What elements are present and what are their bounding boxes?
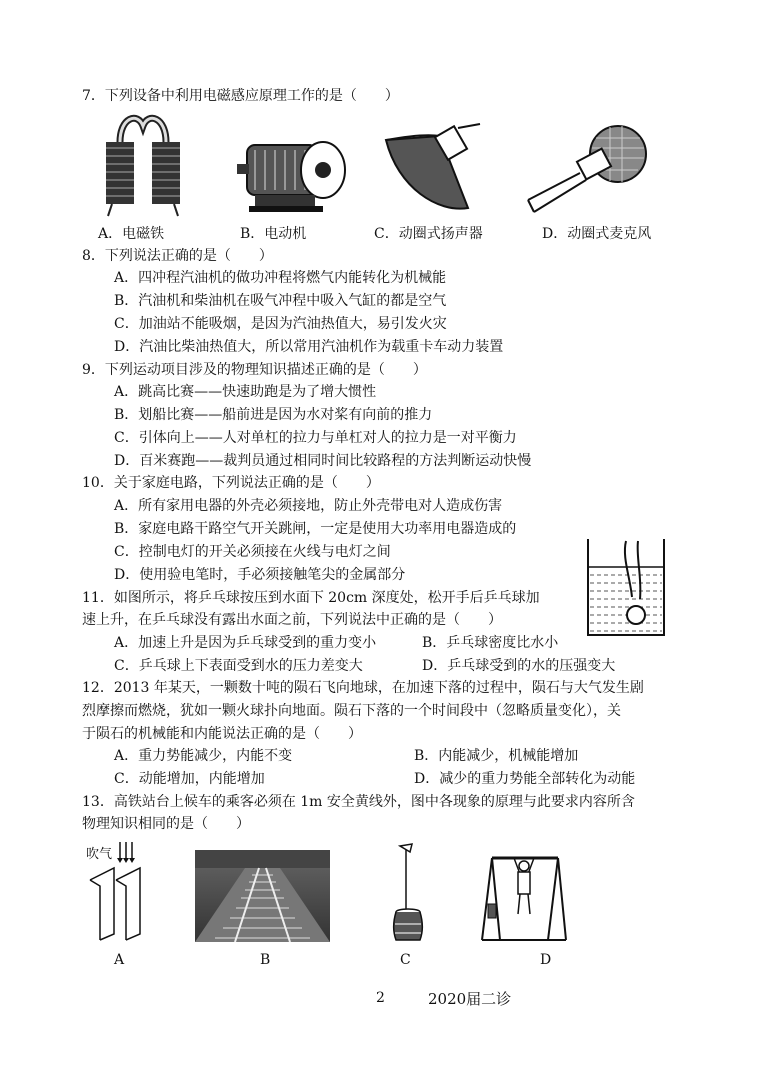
q7-caption-d: D．动圈式麦克风 [542, 226, 652, 242]
q10-stem: 10．关于家庭电路，下列说法正确的是（ ） [82, 475, 380, 491]
q13-caption-b: B [260, 952, 271, 968]
page-number: 2 [376, 990, 385, 1006]
q11-stem-line1: 11．如图所示，将乒乓球按压到水面下 20cm 深度处，松开手后乒乓球加 [82, 590, 540, 606]
q11-stem-line2: 速上升，在乒乓球没有露出水面之前，下列说法中正确的是（ ） [82, 612, 502, 628]
moving-coil-microphone-image [520, 118, 650, 218]
pull-up-bar-image [478, 848, 570, 946]
q12-option-c: C．动能增加，内能增加 [114, 771, 265, 787]
q11-option-c: C．乒乓球上下表面受到水的压力差变大 [114, 658, 363, 674]
moving-coil-speaker-image [378, 118, 488, 218]
footer-title: 2020届二诊 [428, 990, 512, 1008]
q12-stem-line3: 于陨石的机械能和内能说法正确的是（ ） [82, 726, 362, 742]
q12-stem-line1: 12．2013 年某天，一颗数十吨的陨石飞向地球，在加速下落的过程中，陨石与大气发生剧 [82, 680, 644, 696]
q10-option-d: D．使用验电笔时，手必须接触笔尖的金属部分 [114, 567, 406, 583]
electromagnet-image [98, 112, 188, 217]
q13-caption-a: A [114, 952, 125, 968]
q9-stem: 9．下列运动项目涉及的物理知识描述正确的是（ ） [82, 362, 427, 378]
q8-stem: 8．下列说法正确的是（ ） [82, 248, 273, 264]
q10-option-c: C．控制电灯的开关必须接在火线与电灯之间 [114, 544, 391, 560]
q7-caption-c: C．动圈式扬声器 [374, 226, 483, 242]
q8-option-a: A．四冲程汽油机的做功冲程将燃气内能转化为机械能 [114, 270, 447, 286]
q12-stem-line2: 烈摩擦而燃烧，犹如一颗火球扑向地面。陨石下落的一个时间段中（忽略质量变化），关 [82, 703, 621, 719]
electric-motor-image [235, 130, 355, 215]
q13-stem-line1: 13．高铁站台上候车的乘客必须在 1m 安全黄线外，图中各现象的原理与此要求内容所含 [82, 794, 635, 810]
railway-track-image [195, 850, 330, 942]
q12-option-b: B．内能减少，机械能增加 [414, 748, 579, 764]
ping-pong-beaker-image [586, 537, 666, 637]
q11-option-b: B．乒乓球密度比水小 [422, 635, 559, 651]
q8-option-d: D．汽油比柴油热值大，所以常用汽油机作为载重卡车动力装置 [114, 339, 504, 355]
q9-option-d: D．百米赛跑——裁判员通过相同时间比较路程的方法判断运动快慢 [114, 453, 532, 469]
blow-papers-image [86, 840, 156, 945]
q7-stem: 7．下列设备中利用电磁感应原理工作的是（ ） [82, 88, 399, 104]
barrel-tube-image [390, 840, 430, 945]
q8-option-b: B．汽油机和柴油机在吸气冲程中吸入气缸的都是空气 [114, 293, 447, 309]
q13-caption-c: C [400, 952, 411, 968]
q10-option-a: A．所有家用电器的外壳必须接地，防止外壳带电对人造成伤害 [114, 498, 503, 514]
q13-caption-d: D [540, 952, 552, 968]
q10-option-b: B．家庭电路干路空气开关跳闸，一定是使用大功率用电器造成的 [114, 521, 517, 537]
q9-option-c: C．引体向上——人对单杠的拉力与单杠对人的拉力是一对平衡力 [114, 430, 517, 446]
q9-option-b: B．划船比赛——船前进是因为水对桨有向前的推力 [114, 407, 433, 423]
q12-option-a: A．重力势能减少，内能不变 [114, 748, 293, 764]
q7-caption-a: A．电磁铁 [98, 226, 165, 242]
q11-option-a: A．加速上升是因为乒乓球受到的重力变小 [114, 635, 377, 651]
q9-option-a: A．跳高比赛——快速助跑是为了增大惯性 [114, 384, 377, 400]
blow-label: 吹气 [86, 847, 113, 862]
q7-caption-b: B．电动机 [240, 226, 307, 242]
q13-stem-line2: 物理知识相同的是（ ） [82, 816, 250, 832]
q11-option-d: D．乒乓球受到的水的压强变大 [422, 658, 616, 674]
q8-option-c: C．加油站不能吸烟，是因为汽油热值大，易引发火灾 [114, 316, 447, 332]
q12-option-d: D．减少的重力势能全部转化为动能 [414, 771, 636, 787]
